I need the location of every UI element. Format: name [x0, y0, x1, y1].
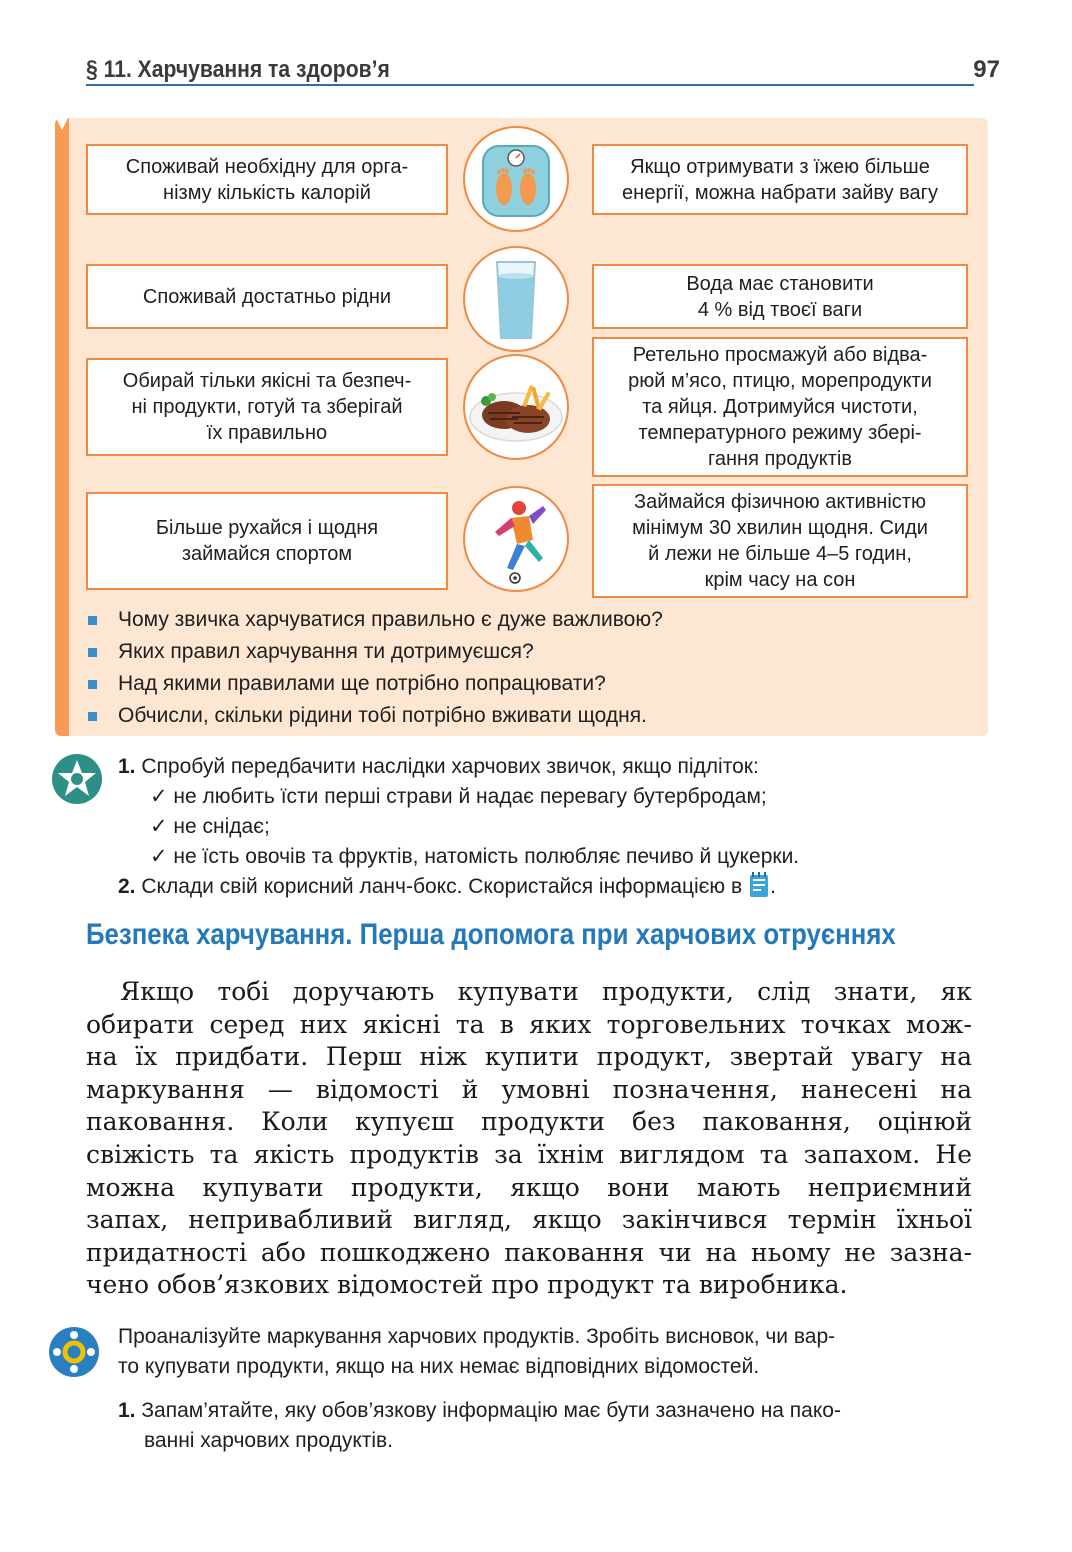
paragraph-line: свіжість та якість продуктів за їхнім виглядом та запахом. Не	[86, 1139, 972, 1169]
paragraph-line: обирати серед них якісні та в яких торговельних точках мож-	[86, 1009, 972, 1039]
group-item-line: ванні харчових продуктів.	[144, 1429, 394, 1452]
rule-4-right-line: Займайся фізичною активністю	[634, 491, 926, 513]
paragraph-line: маркування — відомості й умовні позначення, нанесені на	[86, 1074, 972, 1104]
panel-notch	[56, 118, 68, 130]
page-number: 97	[973, 56, 1000, 83]
bullet-square-icon	[88, 616, 97, 625]
rule-4-left-line: займайся спортом	[181, 543, 353, 565]
rule-1-right-line: Якщо отримувати з їжею більше	[630, 155, 930, 178]
question-item: Яких правил харчування ти дотримуєшся?	[86, 636, 966, 668]
group-task	[118, 1322, 978, 1456]
rule-3-left-box	[86, 358, 448, 456]
rule-3-left-line: ні продукти, готуй та зберігай	[131, 396, 403, 418]
rule-4-left-box	[86, 492, 448, 590]
rule-3-right-line: та яйця. Дотримуйся чистоти,	[642, 396, 918, 418]
rule-1-right-line: енергії, можна набрати зайву вагу	[622, 181, 938, 204]
task-1-item: ✓ не любить їсти перші страви й надає перевагу бутербродам;	[150, 785, 767, 808]
task-2: 2. Склади свій корисний ланч-бокс. Скористайся інформацією в .	[118, 872, 998, 902]
task-1-item: ✓ не їсть овочів та фруктів, натомість полюбляє печиво й цукерки.	[150, 845, 800, 868]
soccer-player-icon	[463, 486, 569, 592]
paragraph-line: на їх придбати. Перш ніж купити продукт, звертай увагу на	[86, 1042, 972, 1072]
bullet-square-icon	[88, 648, 97, 657]
rule-4-right-box	[592, 484, 968, 598]
paragraph-line: придатності або пошкоджено паковання чи на ньому не зазна-	[86, 1237, 972, 1267]
group-intro-line: Проаналізуйте маркування харчових продуктів. Зробіть висновок, чи вар-	[118, 1325, 836, 1348]
star-task-icon	[50, 752, 104, 806]
rule-2-left-box	[86, 264, 448, 329]
review-questions	[86, 604, 966, 732]
rule-3-right-box	[592, 337, 968, 477]
rule-4-left-line: Більше рухайся і щодня	[155, 517, 379, 539]
rule-2-right-box	[592, 264, 968, 329]
task-1-item: ✓ не снідає;	[150, 815, 270, 838]
rule-4-right-line: мінімум 30 хвилин щодня. Сиди	[632, 517, 928, 539]
rule-2-right-line: 4 % від твоєї ваги	[697, 298, 863, 321]
paragraph-line: можна купувати продукти, якщо вони мають неприємний	[86, 1172, 972, 1202]
page-header	[86, 52, 1000, 88]
paragraph-line: Якщо тобі доручають купувати продукти, слід знати, як	[120, 977, 972, 1006]
bullet-square-icon	[88, 712, 97, 721]
rule-2-right-line: Вода має становити	[686, 272, 874, 295]
group-item-line: 1. Запам’ятайте, яку обов’язкову інформацію має бути зазначено на пако-	[118, 1399, 841, 1422]
rule-3-right-line: рюй м’ясо, птицю, морепродукти	[628, 370, 932, 392]
rule-4-right-line: й лежи не більше 4–5 годин,	[648, 543, 912, 565]
steak-plate-icon	[463, 354, 569, 460]
question-item: Над якими правилами ще потрібно попрацювати?	[86, 668, 966, 700]
paragraph-line: паковання. Коли купуєш продукти без паковання, оцінюй	[86, 1107, 972, 1137]
notebook-icon	[748, 872, 770, 898]
rule-4-right-line: крім часу на сон	[704, 569, 856, 591]
rule-3-right-line: гання продуктів	[708, 448, 852, 470]
group-intro-line: то купувати продукти, якщо на них немає відповідних відомостей.	[118, 1355, 760, 1378]
question-item: Обчисли, скільки рідини тобі потрібно вживати щодня.	[86, 700, 966, 732]
header-rule	[86, 84, 974, 86]
rule-3-left-line: Обирай тільки якісні та безпеч-	[122, 370, 412, 392]
rule-3-left-line: їх правильно	[206, 422, 328, 444]
rule-3-right-line: Ретельно просмажуй або відва-	[632, 344, 928, 366]
scale-icon	[463, 126, 569, 232]
task-1: 1. Спробуй передбачити наслідки харчових звичок, якщо підліток:	[118, 755, 759, 778]
rule-1-left-line: Споживай необхідну для орга-	[125, 155, 409, 178]
body-paragraph	[86, 976, 972, 1302]
paragraph-line: запах, непривабливий вигляд, якщо закінчився термін їхньої	[86, 1205, 972, 1235]
panel-stripe	[55, 118, 69, 736]
bullet-square-icon	[88, 680, 97, 689]
section-title: § 11. Харчування та здоров’я	[86, 56, 390, 83]
rule-3-right-line: температурного режиму збері-	[638, 422, 922, 444]
tasks-block	[118, 752, 998, 902]
section-heading: Безпека харчування. Перша допомога при харчових отруєннях	[86, 918, 896, 951]
rule-2-left-line: Споживай достатньо рідни	[142, 285, 392, 308]
group-work-icon	[48, 1326, 100, 1378]
rule-1-right-box	[592, 144, 968, 215]
rule-1-left-line: нізму кількість калорій	[163, 181, 371, 204]
paragraph-line: чено обов’язкових відомостей про продукт та виробника.	[86, 1270, 848, 1300]
rule-1-left-box	[86, 144, 448, 215]
water-glass-icon	[463, 246, 569, 352]
question-item: Чому звичка харчуватися правильно є дуже важливою?	[86, 604, 966, 636]
